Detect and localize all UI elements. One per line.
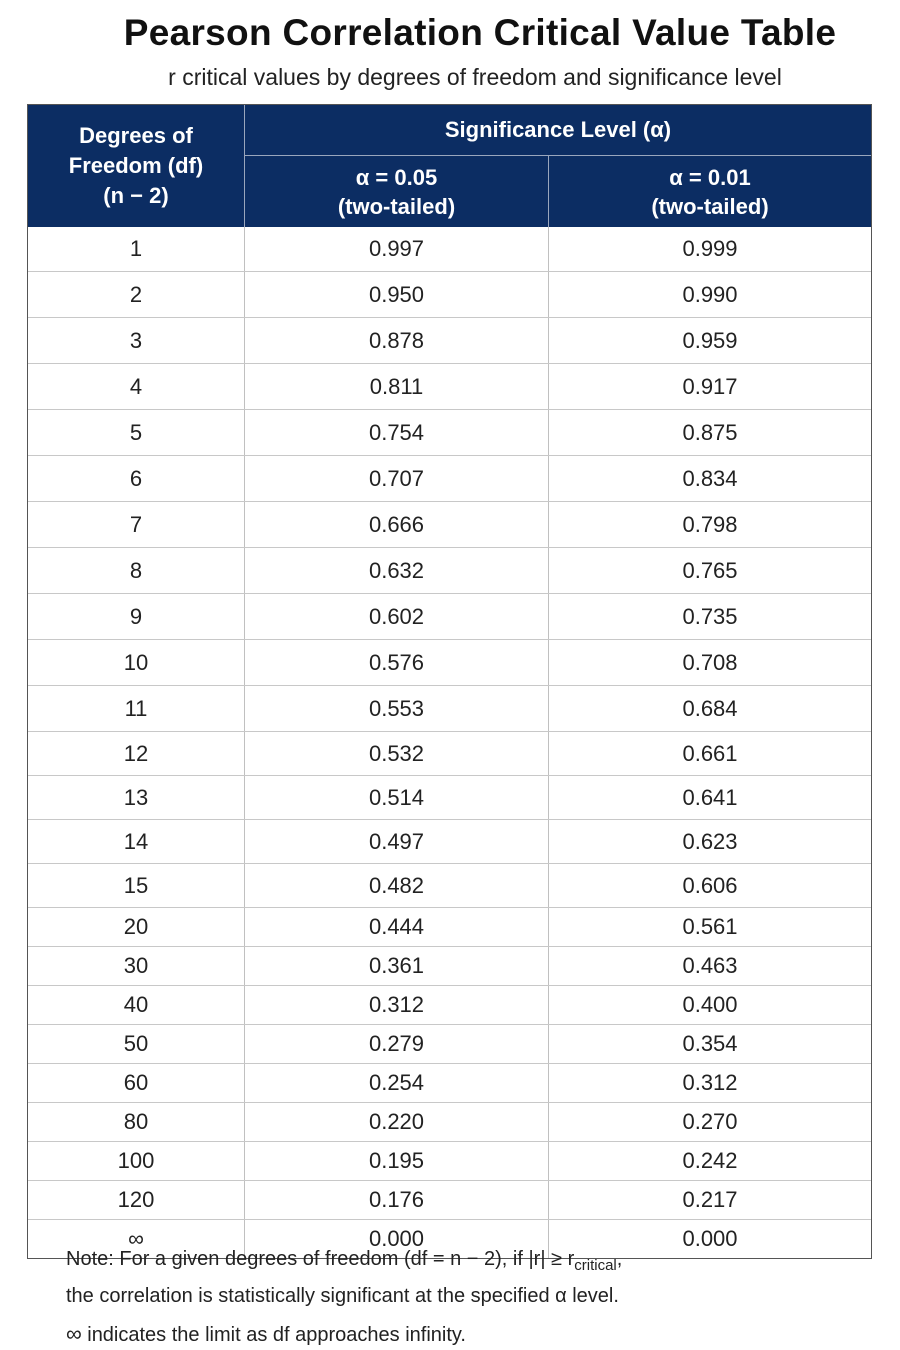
- df-cell: 6: [28, 456, 245, 501]
- alpha-001-cell: 0.623: [682, 828, 738, 854]
- alpha-005-cell: 0.220: [245, 1103, 549, 1141]
- alpha-001-cell: 0.959: [682, 327, 738, 353]
- table-row: [28, 639, 871, 685]
- alpha-001-cell: 0.000: [682, 1226, 738, 1251]
- header-alpha-001: α = 0.01 (two-tailed): [651, 164, 769, 219]
- df-cell: 5: [28, 410, 245, 455]
- alpha-001-cell: 0.606: [682, 872, 738, 898]
- df-cell: 14: [28, 820, 245, 863]
- alpha-001-cell: 0.400: [682, 992, 738, 1017]
- table-row: [28, 685, 871, 731]
- alpha-005-cell: 0.482: [245, 864, 549, 907]
- header-alpha-005: α = 0.05 (two-tailed): [245, 156, 549, 227]
- alpha-005-cell: 0.176: [245, 1181, 549, 1219]
- alpha-005-cell: 0.444: [245, 908, 549, 946]
- infinity-symbol: ∞: [66, 1321, 82, 1346]
- table-row: [28, 1180, 871, 1219]
- alpha-001-cell: 0.990: [682, 281, 738, 307]
- page-subtitle: r critical values by degrees of freedom and significance level: [168, 64, 782, 90]
- table-row: [28, 946, 871, 985]
- df-cell: 15: [28, 864, 245, 907]
- df-cell: ∞: [28, 1220, 245, 1258]
- table-row: [28, 501, 871, 547]
- alpha-001-cell: 0.999: [682, 236, 738, 261]
- table-row: [28, 731, 871, 775]
- alpha-005-cell: 0.000: [245, 1220, 549, 1258]
- alpha-005-cell: 0.878: [245, 318, 549, 363]
- alpha-005-cell: 0.195: [245, 1142, 549, 1180]
- alpha-005-cell: 0.754: [245, 410, 549, 455]
- table-row: [28, 363, 871, 409]
- alpha-005-cell: 0.312: [245, 986, 549, 1024]
- alpha-005-cell: 0.576: [245, 640, 549, 685]
- table-row: [28, 775, 871, 819]
- table-row: [28, 455, 871, 501]
- df-cell: 50: [28, 1025, 245, 1063]
- table-row: [28, 547, 871, 593]
- alpha-005-cell: 0.279: [245, 1025, 549, 1063]
- alpha-001-cell: 0.242: [682, 1148, 738, 1173]
- df-cell: 2: [28, 272, 245, 317]
- table-row: [28, 863, 871, 907]
- df-cell: 60: [28, 1064, 245, 1102]
- df-cell: 7: [28, 502, 245, 547]
- df-cell: 20: [28, 908, 245, 946]
- alpha-005-cell: 0.811: [245, 364, 549, 409]
- table-row: [28, 317, 871, 363]
- alpha-001-cell: 0.917: [682, 373, 738, 399]
- critical-value-table: [27, 104, 872, 1259]
- alpha-005-cell: 0.361: [245, 947, 549, 985]
- alpha-001-cell: 0.463: [682, 953, 738, 978]
- table-row: [28, 1141, 871, 1180]
- alpha-001-cell: 0.641: [682, 784, 738, 810]
- table-row: [28, 593, 871, 639]
- table-row: [28, 819, 871, 863]
- df-cell: 1: [28, 227, 245, 271]
- note-line-1: [66, 1244, 622, 1281]
- note-subscript: critical: [574, 1257, 617, 1274]
- df-cell: 13: [28, 776, 245, 819]
- alpha-005-cell: 0.553: [245, 686, 549, 731]
- df-cell: 12: [28, 732, 245, 775]
- df-cell: 40: [28, 986, 245, 1024]
- alpha-001-cell: 0.875: [682, 419, 738, 445]
- df-cell: 9: [28, 594, 245, 639]
- alpha-005-cell: 0.632: [245, 548, 549, 593]
- df-cell: 11: [28, 686, 245, 731]
- alpha-001-cell: 0.684: [682, 695, 738, 721]
- alpha-005-cell: 0.950: [245, 272, 549, 317]
- table-row: [28, 271, 871, 317]
- page-title: Pearson Correlation Critical Value Table: [123, 12, 837, 53]
- alpha-001-cell: 0.798: [682, 511, 738, 537]
- alpha-005-cell: 0.602: [245, 594, 549, 639]
- header-df: Degrees of Freedom (df) (n − 2): [28, 105, 245, 227]
- df-cell: 120: [28, 1181, 245, 1219]
- alpha-005-cell: 0.997: [245, 227, 549, 271]
- alpha-005-cell: 0.497: [245, 820, 549, 863]
- alpha-001-cell: 0.354: [682, 1031, 738, 1056]
- table-row: [28, 1102, 871, 1141]
- df-cell: 80: [28, 1103, 245, 1141]
- note-text-3: indicates the limit as df approaches infinity.: [81, 1324, 466, 1346]
- table-row: [28, 1024, 871, 1063]
- df-cell: 10: [28, 640, 245, 685]
- alpha-001-cell: 0.765: [682, 557, 738, 583]
- alpha-001-cell: 0.217: [682, 1187, 738, 1212]
- alpha-001-cell: 0.661: [682, 740, 738, 766]
- alpha-005-cell: 0.254: [245, 1064, 549, 1102]
- table-row: [28, 409, 871, 455]
- df-cell: 100: [28, 1142, 245, 1180]
- alpha-001-cell: 0.708: [682, 649, 738, 675]
- alpha-001-cell: 0.270: [682, 1109, 738, 1134]
- table-header: [28, 105, 871, 227]
- alpha-001-cell: 0.312: [682, 1070, 738, 1095]
- alpha-001-cell: 0.561: [682, 914, 738, 939]
- df-cell: 8: [28, 548, 245, 593]
- alpha-001-cell: 0.834: [682, 465, 738, 491]
- table-row: [28, 907, 871, 946]
- alpha-005-cell: 0.666: [245, 502, 549, 547]
- footnote: [66, 1244, 622, 1350]
- df-cell: 3: [28, 318, 245, 363]
- alpha-005-cell: 0.707: [245, 456, 549, 501]
- note-text-1-end: ,: [616, 1248, 623, 1270]
- table-row: [28, 227, 871, 271]
- header-significance-level: Significance Level (α): [245, 105, 871, 156]
- note-line-3: [66, 1319, 622, 1350]
- note-line-2: the correlation is statistically significant at the specified α level.: [66, 1285, 619, 1307]
- alpha-005-cell: 0.532: [245, 732, 549, 775]
- df-cell: 4: [28, 364, 245, 409]
- alpha-005-cell: 0.514: [245, 776, 549, 819]
- alpha-001-cell: 0.735: [682, 603, 738, 629]
- table-row: [28, 985, 871, 1024]
- table-body: [28, 227, 871, 1258]
- table-row: [28, 1063, 871, 1102]
- note-text-1: Note: For a given degrees of freedom (df = n − 2), if |r| ≥ r: [66, 1248, 575, 1270]
- df-cell: 30: [28, 947, 245, 985]
